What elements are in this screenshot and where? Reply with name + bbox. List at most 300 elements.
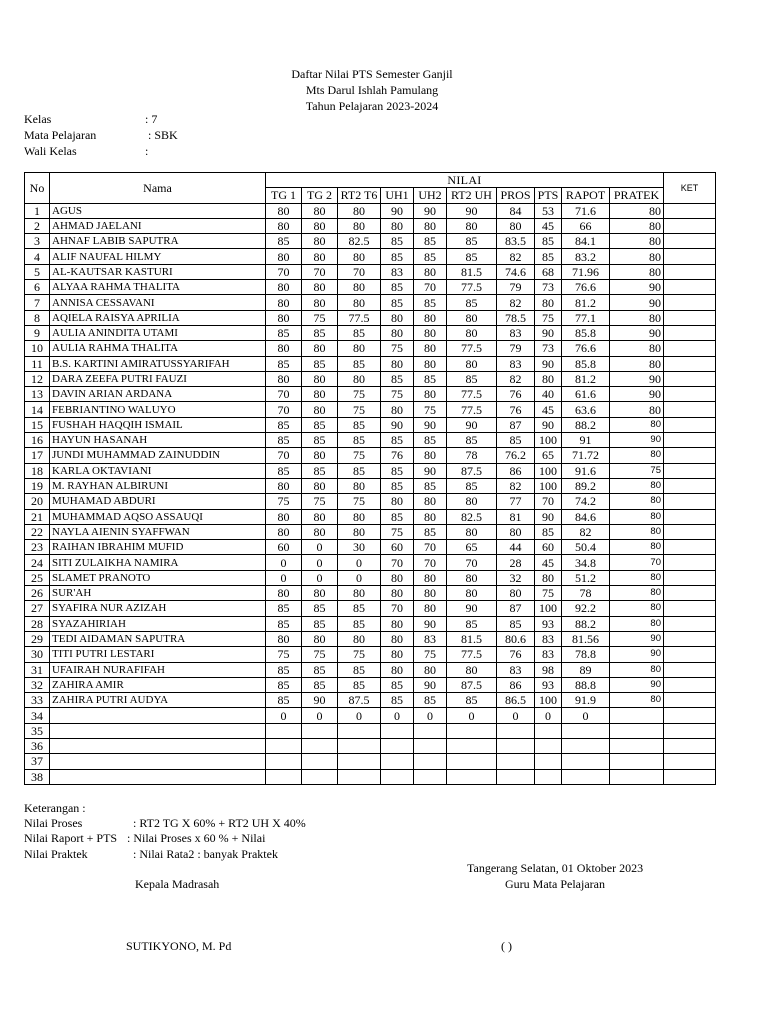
row-number: 15 (25, 417, 50, 432)
score-pratek: 80 (610, 616, 664, 631)
row-number: 12 (25, 371, 50, 386)
score-rapot: 82 (562, 524, 610, 539)
score-pts: 73 (535, 280, 562, 295)
score-tg-2 (302, 769, 338, 784)
score-pros: 76.2 (497, 448, 535, 463)
score-pts: 80 (535, 371, 562, 386)
subheader-tg-2: TG 2 (302, 188, 338, 203)
ket-cell (664, 662, 716, 677)
score-rapot: 85.8 (562, 356, 610, 371)
score-uh2: 80 (414, 218, 447, 233)
score-tg-2: 80 (302, 448, 338, 463)
table-row (25, 295, 716, 310)
score-uh1: 60 (381, 540, 414, 555)
score-tg-2: 0 (302, 540, 338, 555)
score-uh2: 80 (414, 310, 447, 325)
score-tg-2: 80 (302, 280, 338, 295)
teacher-title: Guru Mata Pelajaran (505, 877, 605, 891)
row-number: 25 (25, 570, 50, 585)
score-rt2-t6: 0 (338, 555, 381, 570)
score-uh1 (381, 723, 414, 738)
score-rapot (562, 738, 610, 753)
score-pratek: 80 (610, 356, 664, 371)
student-name: FUSHAH HAQQIH ISMAIL (50, 417, 266, 432)
student-name: SYAZAHIRIAH (50, 616, 266, 631)
subheader-rapot: RAPOT (562, 188, 610, 203)
score-pros: 77 (497, 494, 535, 509)
table-row (25, 754, 716, 769)
score-rt2-uh: 77.5 (447, 647, 497, 662)
score-tg-1: 80 (266, 586, 302, 601)
score-rt2-uh: 90 (447, 417, 497, 432)
score-rt2-t6: 85 (338, 677, 381, 692)
score-uh1: 80 (381, 616, 414, 631)
score-pts: 75 (535, 310, 562, 325)
student-name: DAVIN ARIAN ARDANA (50, 387, 266, 402)
score-tg-2: 80 (302, 402, 338, 417)
subheader-pts: PTS (535, 188, 562, 203)
score-pratek: 90 (610, 280, 664, 295)
row-number: 24 (25, 555, 50, 570)
score-pratek: 80 (610, 402, 664, 417)
score-uh1: 83 (381, 264, 414, 279)
student-name (50, 754, 266, 769)
score-rt2-t6: 85 (338, 601, 381, 616)
table-row (25, 723, 716, 738)
score-rt2-uh: 80 (447, 325, 497, 340)
ket-cell (664, 402, 716, 417)
row-number: 1 (25, 203, 50, 218)
score-uh2: 0 (414, 708, 447, 723)
score-tg-2: 80 (302, 249, 338, 264)
meta-value: : SBK (145, 128, 178, 142)
document-title: Daftar Nilai PTS Semester Ganjil (291, 67, 453, 81)
meta-value: : (145, 144, 149, 158)
score-uh2: 80 (414, 341, 447, 356)
student-name (50, 769, 266, 784)
score-tg-2: 80 (302, 341, 338, 356)
table-row (25, 769, 716, 784)
row-number: 6 (25, 280, 50, 295)
row-number: 10 (25, 341, 50, 356)
score-uh1: 70 (381, 555, 414, 570)
score-rt2-t6: 75 (338, 647, 381, 662)
table-row (25, 234, 716, 249)
ket-cell (664, 280, 716, 295)
table-row (25, 601, 716, 616)
ket-cell (664, 249, 716, 264)
score-rt2-uh: 87.5 (447, 463, 497, 478)
score-tg-1: 85 (266, 662, 302, 677)
score-pts: 53 (535, 203, 562, 218)
ket-cell (664, 708, 716, 723)
ket-cell (664, 341, 716, 356)
score-pts: 93 (535, 677, 562, 692)
score-rt2-t6: 80 (338, 631, 381, 646)
score-rt2-t6 (338, 754, 381, 769)
score-rapot: 0 (562, 708, 610, 723)
score-tg-2: 80 (302, 295, 338, 310)
score-pratek: 80 (610, 524, 664, 539)
score-pros: 85 (497, 616, 535, 631)
score-pros: 82 (497, 249, 535, 264)
score-pts: 100 (535, 463, 562, 478)
score-pros: 74.6 (497, 264, 535, 279)
score-uh2: 83 (414, 631, 447, 646)
score-pratek: 70 (610, 555, 664, 570)
score-pts: 40 (535, 387, 562, 402)
score-uh1: 85 (381, 509, 414, 524)
student-name: UFAIRAH NURAFIFAH (50, 662, 266, 677)
table-row (25, 509, 716, 524)
score-rt2-t6: 80 (338, 524, 381, 539)
score-rapot: 92.2 (562, 601, 610, 616)
score-uh1: 90 (381, 417, 414, 432)
score-tg-2: 80 (302, 218, 338, 233)
no-header: No (25, 173, 50, 204)
score-pts: 85 (535, 234, 562, 249)
score-pros: 86 (497, 463, 535, 478)
score-uh2 (414, 723, 447, 738)
score-tg-1: 70 (266, 387, 302, 402)
score-tg-2: 85 (302, 433, 338, 448)
row-number: 7 (25, 295, 50, 310)
score-uh2: 80 (414, 356, 447, 371)
row-number: 3 (25, 234, 50, 249)
score-pros: 76 (497, 402, 535, 417)
score-rt2-t6: 80 (338, 509, 381, 524)
score-pratek: 90 (610, 325, 664, 340)
row-number: 34 (25, 708, 50, 723)
score-pts (535, 769, 562, 784)
score-pratek: 80 (610, 693, 664, 708)
score-tg-1: 85 (266, 616, 302, 631)
score-tg-2: 0 (302, 555, 338, 570)
score-tg-2: 0 (302, 708, 338, 723)
student-name: AHNAF LABIB SAPUTRA (50, 234, 266, 249)
score-pts: 100 (535, 433, 562, 448)
score-pratek: 90 (610, 371, 664, 386)
score-pts: 0 (535, 708, 562, 723)
score-rapot: 81.2 (562, 371, 610, 386)
score-uh2: 75 (414, 402, 447, 417)
score-rt2-uh: 77.5 (447, 280, 497, 295)
score-tg-2: 80 (302, 631, 338, 646)
score-tg-2: 85 (302, 325, 338, 340)
score-rapot: 84.6 (562, 509, 610, 524)
table-row (25, 555, 716, 570)
score-rapot: 81.56 (562, 631, 610, 646)
subheader-tg-1: TG 1 (266, 188, 302, 203)
student-name: SYAFIRA NUR AZIZAH (50, 601, 266, 616)
table-row (25, 570, 716, 585)
ket-cell (664, 463, 716, 478)
score-pts: 90 (535, 509, 562, 524)
student-name: AL-KAUTSAR KASTURI (50, 264, 266, 279)
score-uh1: 80 (381, 631, 414, 646)
score-rt2-t6: 30 (338, 540, 381, 555)
score-tg-1: 85 (266, 325, 302, 340)
score-rt2-t6: 80 (338, 295, 381, 310)
note-label: Nilai Praktek (24, 847, 88, 861)
row-number: 27 (25, 601, 50, 616)
score-tg-1: 80 (266, 280, 302, 295)
score-pts: 80 (535, 295, 562, 310)
score-tg-1: 80 (266, 249, 302, 264)
meta-label: Kelas (24, 112, 52, 126)
subheader-pros: PROS (497, 188, 535, 203)
score-pros: 83 (497, 662, 535, 677)
score-rt2-uh: 80 (447, 356, 497, 371)
score-uh2 (414, 769, 447, 784)
score-pros: 78.5 (497, 310, 535, 325)
teacher-name: ( ) (501, 939, 512, 953)
score-pros: 76 (497, 387, 535, 402)
table-row (25, 249, 716, 264)
score-uh1: 80 (381, 586, 414, 601)
table-row (25, 677, 716, 692)
table-row (25, 203, 716, 218)
table-row (25, 524, 716, 539)
score-uh2: 70 (414, 280, 447, 295)
ket-cell (664, 677, 716, 692)
row-number: 26 (25, 586, 50, 601)
score-rapot: 91.6 (562, 463, 610, 478)
score-pratek: 80 (610, 234, 664, 249)
score-uh1 (381, 754, 414, 769)
score-rt2-uh (447, 769, 497, 784)
meta-label: Mata Pelajaran (24, 128, 97, 142)
score-rt2-uh: 81.5 (447, 631, 497, 646)
score-tg-2: 0 (302, 570, 338, 585)
score-pts: 45 (535, 218, 562, 233)
score-rapot: 71.72 (562, 448, 610, 463)
score-uh1 (381, 769, 414, 784)
score-tg-1: 85 (266, 417, 302, 432)
note-text: : Nilai Proses x 60 % + Nilai (127, 831, 266, 845)
student-name: AULIA RAHMA THALITA (50, 341, 266, 356)
score-rapot: 88.2 (562, 417, 610, 432)
score-tg-1 (266, 769, 302, 784)
ket-cell (664, 218, 716, 233)
score-pratek: 90 (610, 387, 664, 402)
score-pts: 85 (535, 249, 562, 264)
row-number: 29 (25, 631, 50, 646)
score-uh1: 80 (381, 402, 414, 417)
score-tg-1: 85 (266, 693, 302, 708)
meta-label: Wali Kelas (24, 144, 77, 158)
score-rt2-uh: 77.5 (447, 402, 497, 417)
table-row (25, 478, 716, 493)
score-tg-1: 80 (266, 203, 302, 218)
ket-cell (664, 555, 716, 570)
score-uh1: 85 (381, 433, 414, 448)
score-tg-2: 85 (302, 677, 338, 692)
score-pros: 82 (497, 295, 535, 310)
score-tg-2: 75 (302, 494, 338, 509)
table-row (25, 387, 716, 402)
place-date: Tangerang Selatan, 01 Oktober 2023 (467, 861, 644, 875)
score-rt2-t6: 85 (338, 662, 381, 677)
score-rt2-uh: 80 (447, 494, 497, 509)
score-tg-2: 80 (302, 524, 338, 539)
score-pratek: 90 (610, 677, 664, 692)
score-pts: 45 (535, 402, 562, 417)
score-rt2-uh: 80 (447, 662, 497, 677)
row-number: 30 (25, 647, 50, 662)
score-tg-1: 80 (266, 524, 302, 539)
subheader-uh1: UH1 (381, 188, 414, 203)
score-rapot: 88.2 (562, 616, 610, 631)
score-pratek: 80 (610, 249, 664, 264)
score-pts: 83 (535, 647, 562, 662)
score-uh1: 70 (381, 601, 414, 616)
table-row (25, 356, 716, 371)
score-pts: 60 (535, 540, 562, 555)
table-row (25, 631, 716, 646)
table-row (25, 708, 716, 723)
table-row (25, 448, 716, 463)
score-tg-1: 80 (266, 371, 302, 386)
score-uh2: 80 (414, 586, 447, 601)
score-pratek: 90 (610, 295, 664, 310)
score-uh1: 80 (381, 570, 414, 585)
score-pros: 32 (497, 570, 535, 585)
score-rt2-uh: 80 (447, 586, 497, 601)
row-number: 4 (25, 249, 50, 264)
score-tg-2: 85 (302, 662, 338, 677)
score-pros: 44 (497, 540, 535, 555)
ket-cell (664, 371, 716, 386)
row-number: 9 (25, 325, 50, 340)
principal-title: Kepala Madrasah (135, 877, 220, 891)
score-tg-2: 80 (302, 478, 338, 493)
table-row (25, 463, 716, 478)
student-name: SUR'AH (50, 586, 266, 601)
score-rt2-t6: 82.5 (338, 234, 381, 249)
name-header: Nama (50, 173, 266, 204)
score-rapot: 61.6 (562, 387, 610, 402)
score-uh2: 80 (414, 494, 447, 509)
score-uh2: 85 (414, 524, 447, 539)
score-tg-2: 80 (302, 387, 338, 402)
row-number: 5 (25, 264, 50, 279)
score-rt2-uh: 77.5 (447, 387, 497, 402)
meta-value: : 7 (145, 112, 158, 126)
student-name: SITI ZULAIKHA NAMIRA (50, 555, 266, 570)
subheader-rt2-t6: RT2 T6 (338, 188, 381, 203)
score-tg-1: 85 (266, 234, 302, 249)
score-pts: 93 (535, 616, 562, 631)
score-rt2-t6: 80 (338, 478, 381, 493)
score-pratek: 90 (610, 647, 664, 662)
score-pts: 45 (535, 555, 562, 570)
score-rt2-t6: 0 (338, 570, 381, 585)
row-number: 14 (25, 402, 50, 417)
ket-cell (664, 524, 716, 539)
table-row (25, 494, 716, 509)
score-uh2: 80 (414, 387, 447, 402)
row-number: 8 (25, 310, 50, 325)
row-number: 18 (25, 463, 50, 478)
score-rapot: 78.8 (562, 647, 610, 662)
score-rapot: 50.4 (562, 540, 610, 555)
score-pros (497, 769, 535, 784)
score-pros: 87 (497, 601, 535, 616)
score-rt2-t6: 85 (338, 616, 381, 631)
score-rt2-t6 (338, 723, 381, 738)
score-uh1: 75 (381, 387, 414, 402)
score-tg-1 (266, 723, 302, 738)
score-pros: 83 (497, 325, 535, 340)
score-pts: 73 (535, 341, 562, 356)
score-rt2-uh (447, 738, 497, 753)
score-rt2-uh: 77.5 (447, 341, 497, 356)
score-tg-1: 80 (266, 509, 302, 524)
score-rapot: 76.6 (562, 341, 610, 356)
score-pts: 90 (535, 325, 562, 340)
score-tg-1: 85 (266, 463, 302, 478)
score-uh1: 85 (381, 463, 414, 478)
score-rt2-t6: 80 (338, 341, 381, 356)
table-row (25, 540, 716, 555)
student-name: MUHAMMAD AQSO ASSAUQI (50, 509, 266, 524)
student-name: TITI PUTRI LESTARI (50, 647, 266, 662)
score-pratek: 80 (610, 586, 664, 601)
score-tg-2: 80 (302, 586, 338, 601)
score-pratek: 80 (610, 494, 664, 509)
score-pts: 80 (535, 570, 562, 585)
student-name: AULIA ANINDITA UTAMI (50, 325, 266, 340)
score-uh2: 85 (414, 693, 447, 708)
score-rt2-uh: 80 (447, 310, 497, 325)
score-rt2-t6: 0 (338, 708, 381, 723)
score-rt2-t6 (338, 738, 381, 753)
score-rapot: 85.8 (562, 325, 610, 340)
score-uh2: 85 (414, 295, 447, 310)
table-row (25, 310, 716, 325)
score-uh1: 85 (381, 249, 414, 264)
score-rt2-t6: 75 (338, 494, 381, 509)
score-rt2-uh: 85 (447, 371, 497, 386)
score-pratek: 80 (610, 540, 664, 555)
score-rapot: 63.6 (562, 402, 610, 417)
score-pts: 68 (535, 264, 562, 279)
score-tg-1: 60 (266, 540, 302, 555)
table-row (25, 417, 716, 432)
score-tg-1: 85 (266, 433, 302, 448)
score-uh1 (381, 738, 414, 753)
score-uh2: 90 (414, 463, 447, 478)
student-name: HAYUN HASANAH (50, 433, 266, 448)
score-pratek (610, 723, 664, 738)
score-rt2-t6: 85 (338, 433, 381, 448)
score-pros: 28 (497, 555, 535, 570)
score-tg-2: 85 (302, 463, 338, 478)
score-tg-2: 80 (302, 234, 338, 249)
ket-cell (664, 417, 716, 432)
table-row (25, 662, 716, 677)
score-pratek (610, 738, 664, 753)
ket-cell (664, 203, 716, 218)
score-rapot: 71.96 (562, 264, 610, 279)
student-name: JUNDI MUHAMMAD ZAINUDDIN (50, 448, 266, 463)
score-pts (535, 723, 562, 738)
score-uh2: 80 (414, 448, 447, 463)
score-pts: 70 (535, 494, 562, 509)
score-tg-1: 75 (266, 494, 302, 509)
school-name: Mts Darul Ishlah Pamulang (305, 83, 439, 97)
